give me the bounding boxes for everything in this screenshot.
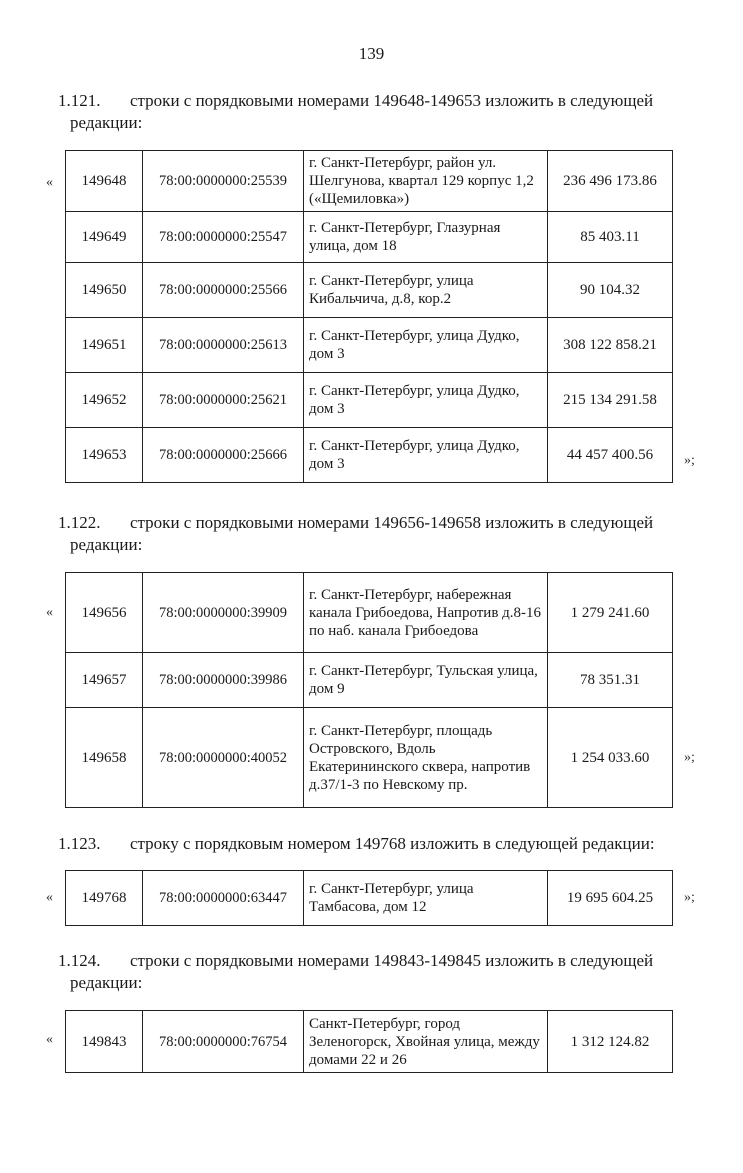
value-cell: 19 695 604.25 — [548, 871, 673, 926]
cadastral-cell: 78:00:0000000:25566 — [143, 263, 304, 318]
seq-cell: 149656 — [66, 573, 143, 653]
value-cell: 1 254 033.60 — [548, 708, 673, 808]
value-cell: 308 122 858.21 — [548, 318, 673, 373]
table-row — [66, 653, 673, 708]
value-cell: 1 279 241.60 — [548, 573, 673, 653]
table-row — [66, 212, 673, 263]
section-1122-heading — [58, 512, 703, 556]
close-quote: »; — [684, 453, 695, 468]
table-row — [66, 151, 673, 212]
section-text: строки с порядковыми номерами 149648-149653 изложить в следующей — [130, 91, 654, 110]
value-cell: 1 312 124.82 — [548, 1011, 673, 1073]
section-number: 1.121. — [58, 91, 101, 110]
cadastral-cell: 78:00:0000000:25613 — [143, 318, 304, 373]
table-row — [66, 573, 673, 653]
address-cell: г. Санкт-Петербург, Глазурная улица, дом 18 — [304, 212, 548, 263]
value-cell: 215 134 291.58 — [548, 373, 673, 428]
seq-cell: 149658 — [66, 708, 143, 808]
section-number: 1.123. — [58, 834, 101, 853]
table-row — [66, 263, 673, 318]
seq-cell: 149653 — [66, 428, 143, 483]
table-row — [66, 373, 673, 428]
cadastral-cell: 78:00:0000000:63447 — [143, 871, 304, 926]
page-number: 139 — [358, 44, 385, 63]
open-quote: « — [46, 890, 53, 905]
address-cell: г. Санкт-Петербург, район ул. Шелгунова, квартал 129 корпус 1,2 («Щемиловка») — [304, 151, 548, 212]
table-row — [66, 871, 673, 926]
address-cell: г. Санкт-Петербург, улица Тамбасова, дом 12 — [304, 871, 548, 926]
section-number: 1.124. — [58, 951, 101, 970]
close-quote: »; — [684, 750, 695, 765]
value-cell: 90 104.32 — [548, 263, 673, 318]
value-cell: 78 351.31 — [548, 653, 673, 708]
section-text-continued: редакции: — [70, 973, 143, 992]
cadastral-cell: 78:00:0000000:25621 — [143, 373, 304, 428]
seq-cell: 149768 — [66, 871, 143, 926]
cadastral-cell: 78:00:0000000:39986 — [143, 653, 304, 708]
section-text-continued: редакции: — [70, 113, 143, 132]
value-cell: 85 403.11 — [548, 212, 673, 263]
value-cell: 236 496 173.86 — [548, 151, 673, 212]
seq-cell: 149843 — [66, 1011, 143, 1073]
close-quote: »; — [684, 890, 695, 905]
seq-cell: 149648 — [66, 151, 143, 212]
cadastral-cell: 78:00:0000000:25547 — [143, 212, 304, 263]
section-text: строки с порядковыми номерами 149843-149845 изложить в следующей — [130, 951, 654, 970]
open-quote: « — [46, 605, 53, 620]
records-table-1121 — [65, 150, 673, 483]
address-cell: г. Санкт-Петербург, улица Дудко, дом 3 — [304, 373, 548, 428]
table-row — [66, 428, 673, 483]
table-row — [66, 708, 673, 808]
seq-cell: 149649 — [66, 212, 143, 263]
records-table-1123 — [65, 870, 673, 926]
seq-cell: 149651 — [66, 318, 143, 373]
open-quote: « — [46, 1032, 53, 1047]
open-quote: « — [46, 175, 53, 190]
records-table-1124 — [65, 1010, 673, 1073]
seq-cell: 149657 — [66, 653, 143, 708]
address-cell: Санкт-Петербург, город Зеленогорск, Хвойная улица, между домами 22 и 26 — [304, 1011, 548, 1073]
section-1124-heading — [58, 950, 703, 994]
section-number: 1.122. — [58, 513, 101, 532]
address-cell: г. Санкт-Петербург, улица Дудко, дом 3 — [304, 428, 548, 483]
table-row — [66, 318, 673, 373]
section-text: строку с порядковым номером 149768 изложить в следующей редакции: — [130, 834, 655, 853]
section-1121-heading — [58, 90, 703, 134]
value-cell: 44 457 400.56 — [548, 428, 673, 483]
section-text-continued: редакции: — [70, 535, 143, 554]
address-cell: г. Санкт-Петербург, Тульская улица, дом 9 — [304, 653, 548, 708]
section-1123-heading — [58, 833, 703, 855]
table-row — [66, 1011, 673, 1073]
cadastral-cell: 78:00:0000000:39909 — [143, 573, 304, 653]
address-cell: г. Санкт-Петербург, набережная канала Грибоедова, Напротив д.8-16 по наб. канала Грибоедова — [304, 573, 548, 653]
cadastral-cell: 78:00:0000000:40052 — [143, 708, 304, 808]
cadastral-cell: 78:00:0000000:76754 — [143, 1011, 304, 1073]
address-cell: г. Санкт-Петербург, улица Кибальчича, д.8, кор.2 — [304, 263, 548, 318]
cadastral-cell: 78:00:0000000:25666 — [143, 428, 304, 483]
seq-cell: 149652 — [66, 373, 143, 428]
section-text: строки с порядковыми номерами 149656-149658 изложить в следующей — [130, 513, 654, 532]
seq-cell: 149650 — [66, 263, 143, 318]
cadastral-cell: 78:00:0000000:25539 — [143, 151, 304, 212]
address-cell: г. Санкт-Петербург, улица Дудко, дом 3 — [304, 318, 548, 373]
records-table-1122 — [65, 572, 673, 808]
address-cell: г. Санкт-Петербург, площадь Островского, Вдоль Екатерининского сквера, напротив д.37/1-3 по Невскому пр. — [304, 708, 548, 808]
